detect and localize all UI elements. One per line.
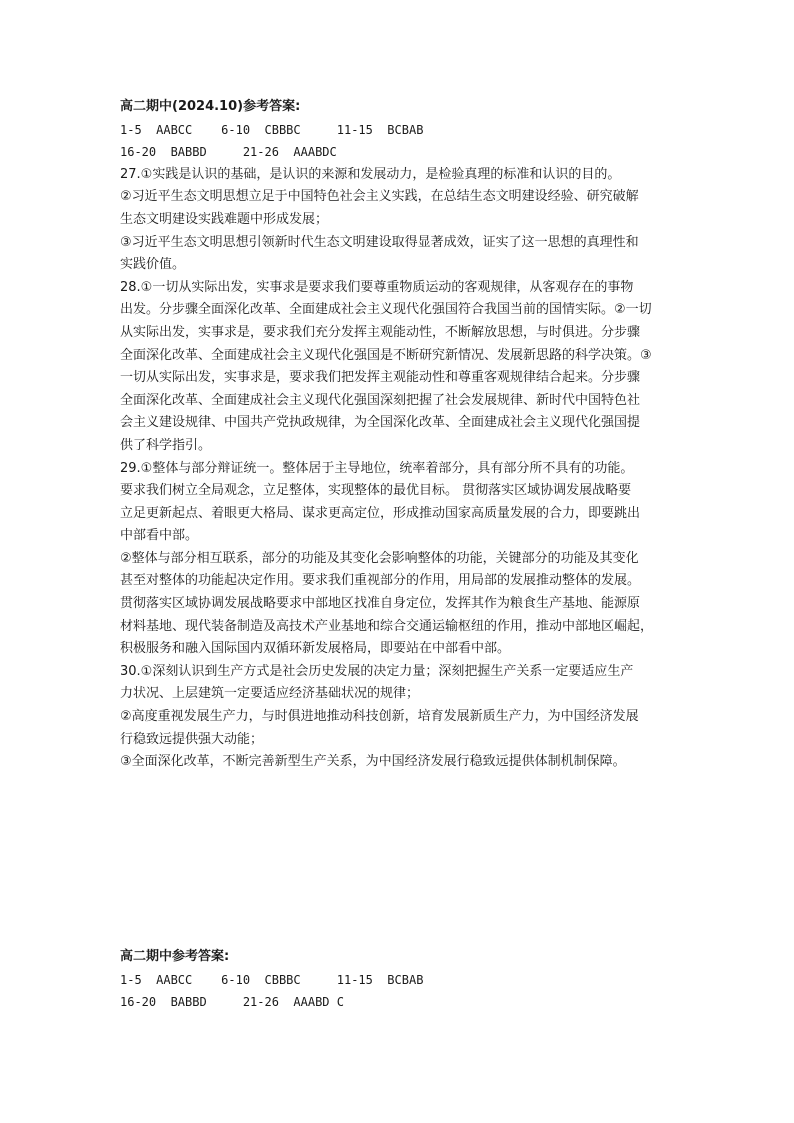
text-line: 29.①整体与部分辩证统一。整体居于主导地位，统率着部分，具有部分所不具有的功能。 xyxy=(120,460,634,476)
answer-key-row: 1-5 AABCC 6-10 CBBBC 11-15 BCBAB xyxy=(120,972,424,987)
text-line: 生态文明建设实践难题中形成发展； xyxy=(120,211,329,227)
text-line: ③全面深化改革，不断完善新型生产关系，为中国经济发展行稳致远提供体制机制保障。 xyxy=(120,754,626,770)
text-line: ②习近平生态文明思想立足于中国特色社会主义实践，在总结生态文明建设经验、研究破解 xyxy=(120,189,639,205)
text-line: 出发。分步骤全面深化改革、全面建成社会主义现代化强国符合我国当前的国情实际。②一切 xyxy=(120,302,652,318)
text-line: 27.①实践是认识的基础，是认识的来源和发展动力，是检验真理的标准和认识的目的。 xyxy=(120,166,621,182)
answer-section-2 xyxy=(120,946,680,1014)
answer-q27 xyxy=(120,164,680,277)
answer-q30 xyxy=(120,661,680,774)
text-line: 行稳致远提供强大动能； xyxy=(120,731,264,747)
text-line: 会主义建设规律、中国共产党执政规律，为全国深化改革、全面建成社会主义现代化强国提 xyxy=(120,415,641,431)
text-line: ②高度重视发展生产力，与时俱进地推动科技创新，培育发展新质生产力，为中国经济发展 xyxy=(120,709,639,725)
text-line: 全面深化改革、全面建成社会主义现代化强国深刻把握了社会发展规律、新时代中国特色社 xyxy=(120,392,641,408)
answer-key-row: 16-20 BABBD 21-26 AAABDC xyxy=(120,145,337,160)
text-line: ②整体与部分相互联系，部分的功能及其变化会影响整体的功能，关键部分的功能及其变化 xyxy=(120,550,639,566)
text-line: 材料基地、现代装备制造及高技术产业基地和综合交通运输枢纽的作用，推动中部地区崛起， xyxy=(120,618,654,634)
text-line: ③习近平生态文明思想引领新时代生态文明建设取得显著成效，证实了这一思想的真理性和 xyxy=(120,234,639,250)
text-line: 力状况、上层建筑一定要适应经济基础状况的规律； xyxy=(120,686,420,702)
answer-q29 xyxy=(120,458,680,661)
answer-key-row: 16-20 BABBD 21-26 AAABD C xyxy=(120,995,344,1010)
text-line: 积极服务和融入国际国内双循环新发展格局，即要站在中部看中部。 xyxy=(120,641,511,657)
text-line: 供了科学指引。 xyxy=(120,437,212,453)
text-line: 一切从实际出发，实事求是，要求我们把发挥主观能动性和尊重客观规律结合起来。分步骤 xyxy=(120,370,641,386)
section-title: 高二期中(2024.10)参考答案: xyxy=(120,99,301,114)
text-line: 甚至对整体的功能起决定作用。要求我们重视部分的作用，用局部的发展推动整体的发展。 xyxy=(120,573,641,589)
text-line: 30.①深刻认识到生产方式是社会历史发展的决定力量；深刻把握生产关系一定要适应生产 xyxy=(120,663,634,679)
text-line: 立足更新起点、着眼更大格局、谋求更高定位，形成推动国家高质量发展的合力，即要跳出 xyxy=(120,505,641,521)
section-title: 高二期中参考答案: xyxy=(120,949,230,964)
text-line: 全面深化改革、全面建成社会主义现代化强国是不断研究新情况、发展新思路的科学决策。③ xyxy=(120,347,652,363)
answer-key-row: 1-5 AABCC 6-10 CBBBC 11-15 BCBAB xyxy=(120,122,424,137)
text-line: 中部看中部。 xyxy=(120,528,199,544)
answer-q28 xyxy=(120,277,680,458)
answer-section-1 xyxy=(120,96,680,774)
text-line: 28.①一切从实际出发，实事求是要求我们要尊重物质运动的客观规律，从客观存在的事物 xyxy=(120,279,634,295)
text-line: 从实际出发，实事求是，要求我们充分发挥主观能动性，不断解放思想，与时俱进。分步骤 xyxy=(120,324,641,340)
text-line: 要求我们树立全局观念，立足整体，实现整体的最优目标。 贯彻落实区域协调发展战略要 xyxy=(120,483,632,499)
text-line: 贯彻落实区域协调发展战略要求中部地区找准自身定位，发挥其作为粮食生产基地、能源原 xyxy=(120,596,641,612)
text-line: 实践价值。 xyxy=(120,257,186,273)
